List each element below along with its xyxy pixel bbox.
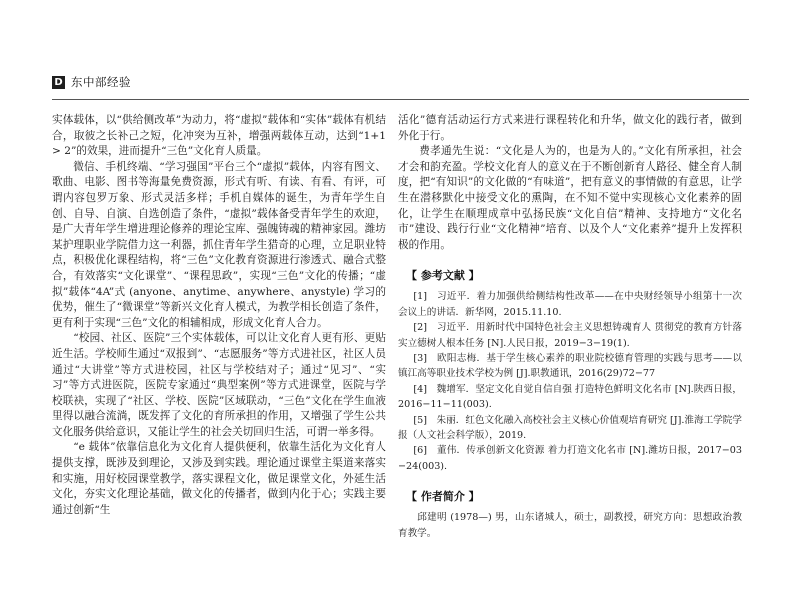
body-paragraph: 微信、手机终端、“学习强国”平台三个“虚拟”载体，内容有图文、歌曲、电影、图书等海量免费资源，形式有听、有读、有看、有评，可谓内容包罗万象、形式灵活多样；手机自媒体的诞生，为青年学生自创、自导、自演、自选创造了条件，“虚拟”载体备受青年学生的欢迎，是广大青年学生增进理论修养的理论宝库、强魄铸魂的精神家园。潍坊某护理职业学院借力这一利器，抓住青年学生猎奇的心理，立足职业特点，积极优化课程结构，将“三色”文化教育资源进行渗透式、融合式整合，有效落实“文化课堂”、“课程思政”，实现“三色”文化的传播；“虚拟”载体“4A”式 (anyone、anytime、anywhere、anystyle) 学习的优势，催生了“微课堂”等新兴文化育人模式，为教学相长创造了条件，更有利于实现“三色”文化的相辅相成，形成文化育人合力。 — [52, 160, 386, 329]
reference-item: [2] 习近平．用新时代中国特色社会主义思想铸魂育人 贯彻党的教育方针落实立德树人根本任务 [N].人民日报，2019−3−19(1). — [398, 322, 742, 349]
journal-title: 东中部经验 — [71, 75, 131, 89]
body-paragraph: 活化”德育活动运行方式来进行课程转化和升华，做文化的践行者，做到外化于行。 — [398, 114, 742, 142]
page-header — [52, 74, 131, 90]
body-paragraph: “e 载体”依靠信息化为文化育人提供便利，依靠生活化为文化育人提供支撑，既涉及到理论，又涉及到实践。理论通过课堂主渠道来落实和实施，用好校园课堂教学，落实课程文化，做足课堂文化，外延生活文化，夯实文化理论基础，做文化的传播者，做到内化于心；实践主要通过创新“生 — [52, 441, 386, 516]
references-heading: 【 参考文献 】 — [406, 269, 480, 283]
body-paragraph: 费孝通先生说：“文化是人为的，也是为人的。”文化有所承担，社会才会和韵充盈。学校文化育人的意义在于不断创新育人路径、健全育人制度，把“有知识”的文化做的“有味道”，把有意义的事情做的有意思，让学生在潜移默化中接受文化的熏陶，在不知不觉中实现核心文化素养的固化，让学生在顺理成章中弘扬民族“文化自信”精神、支持地方“文化名市”建设、践行行业“文化精神”培育、以及个人“文化素养”提升上发挥积极的作用。 — [398, 145, 742, 251]
right-column — [398, 113, 742, 541]
body-paragraph: “校园、社区、医院”三个实体载体，可以让文化育人更有形、更贴近生活。学校师生通过“双报到”、“志愿服务”等方式进社区，社区人员通过“大讲堂”等方式进校园，社区与学校结对子；通过“见习”、“实习”等方式进医院，医院专家通过“典型案例”等方式进课堂，医院与学校联袂，实现了“社区、学校、医院”区域联动，“三色”文化在学生血液里得以融合流淌，既发挥了文化的育所承担的作用，又增强了学生公共文化服务供给意识，又能让学生的社会关切回归生活，可谓一举多得。 — [52, 332, 386, 438]
reference-item: [4] 魏增军．坚定文化自觉自信自强 打造特色鲜明文化名市 [N].陕西日报，2016−11−11(003). — [398, 383, 742, 411]
author-heading: 【 作者简介 】 — [406, 490, 480, 504]
journal-logo: D — [52, 76, 65, 89]
reference-item: [5] 朱丽．红色文化融入高校社会主义核心价值观培育研究 [J].淮海工学院学报（人文社会科学版），2019. — [398, 414, 742, 441]
reference-item: [3] 欧阳志梅．基于学生核心素养的职业院校德育管理的实践与思考——以镇江高等职业技术学校为例 [J].职教通讯，2016(29)72−77 — [398, 352, 742, 380]
author-bio: 邱建明 (1978—) 男，山东诸城人，硕士，副教授，研究方向：思想政治教育教学。 — [398, 512, 742, 539]
header-divider — [52, 99, 749, 100]
body-paragraph: 实体载体，以“供给侧改革”为动力，将“虚拟”载体和“实体”载体有机结合，取彼之长补己之短，化冲突为互补，增强两载体互动，达到“1+1 > 2”的效果，进而提升“三色”文化育人质量。 — [52, 114, 386, 158]
reference-item: [1] 习近平．着力加强供给侧结构性改革——在中央财经领导小组第十一次会议上的讲话．新华网，2015.11.10. — [398, 291, 742, 318]
reference-item: [6] 董伟．传承创新文化资源 着力打造文化名市 [N].潍坊日报，2017−03−24(003). — [398, 445, 742, 472]
left-column — [52, 113, 386, 518]
